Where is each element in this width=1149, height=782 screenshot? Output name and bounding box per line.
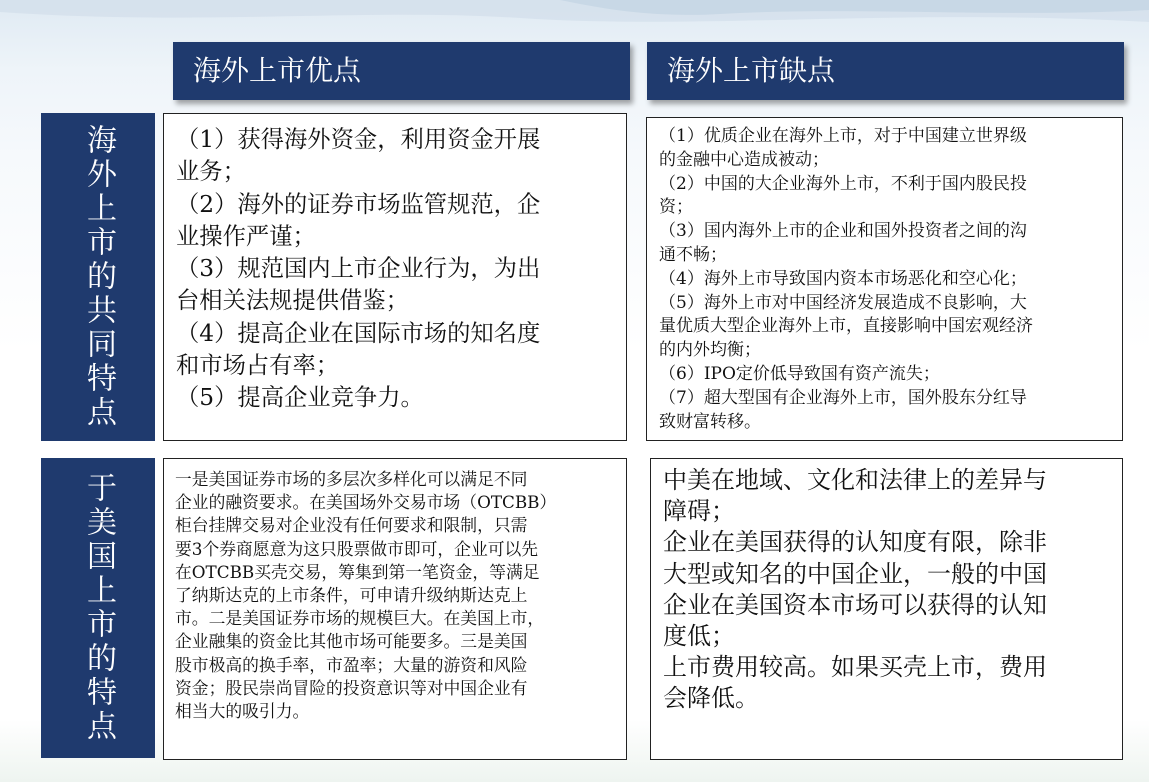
text-line: （3）国内海外上市的企业和国外投资者之间的沟 — [659, 221, 1027, 242]
text-line: 中美在地域、文化和法律上的差异与 — [663, 466, 1047, 494]
text-line: 市。二是美国证券市场的规模巨大。在美国上市， — [175, 608, 545, 629]
row-label-common-text: 海外上市的共同特点 — [81, 124, 116, 430]
text-line: （5）海外上市对中国经济发展造成不良影响，大 — [659, 292, 1027, 313]
text-line: 会降低。 — [663, 684, 759, 713]
text-line: 业操作严谨； — [176, 222, 316, 250]
us-pros-cell — [163, 458, 627, 760]
text-line: 相当大的吸引力。 — [175, 701, 310, 722]
header-cons: 海外上市缺点 — [647, 42, 1124, 100]
text-line: （2）海外的证券市场监管规范，企 — [176, 190, 541, 218]
text-line: 度低； — [663, 622, 735, 651]
text-line: 业务； — [176, 158, 246, 186]
text-line: （2）中国的大企业海外上市，不利于国内股民投 — [659, 173, 1027, 194]
text-line: 企业融集的资金比其他市场可能要多。三是美国 — [175, 631, 528, 652]
text-line: 台相关法规提供借鉴； — [176, 287, 409, 315]
text-line: 致财富转移。 — [659, 411, 761, 432]
text-line: （7）超大型国有企业海外上市，国外股东分红导 — [659, 387, 1027, 408]
us-cons-cell — [650, 458, 1123, 760]
text-line: （1）获得海外资金，利用资金开展 — [176, 126, 541, 153]
text-line: （5）提高企业竞争力。 — [176, 384, 424, 412]
text-line: 一是美国证券市场的多层次多样化可以满足不同 — [175, 469, 528, 489]
row-label-us — [41, 458, 155, 758]
text-line: 企业在美国资本市场可以获得的认知 — [663, 590, 1047, 619]
text-line: 了纳斯达克的上市条件，可申请升级纳斯达克上 — [175, 585, 528, 606]
text-line: 企业在美国获得的认知度有限，除非 — [663, 528, 1047, 557]
common-pros-cell — [163, 113, 627, 441]
text-line: 大型或知名的中国企业，一般的中国 — [663, 559, 1047, 588]
text-line: 量优质大型企业海外上市，直接影响中国宏观经济 — [659, 316, 1033, 337]
text-line: 要3个券商愿意为这只股票做市即可，企业可以先 — [175, 538, 539, 559]
text-line: 资金；股民崇尚冒险的投资意识等对中国企业有 — [175, 677, 528, 698]
text-line: （3）规范国内上市企业行为，为出 — [176, 255, 541, 283]
text-line: 企业的融资要求。在美国场外交易市场（OTCBB） — [175, 492, 557, 513]
text-line: 柜台挂牌交易对企业没有任何要求和限制，只需 — [175, 515, 528, 536]
text-line: （4）海外上市导致国内资本市场恶化和空心化； — [659, 268, 1027, 289]
common-cons-cell — [646, 117, 1123, 441]
text-line: 和市场占有率； — [176, 352, 340, 380]
header-pros: 海外上市优点 — [173, 42, 630, 100]
text-line: 的金融中心造成被动； — [659, 149, 829, 170]
text-line: （6）IPO定价低导致国有资产流失； — [659, 363, 940, 384]
text-line: 障碍； — [663, 497, 735, 526]
text-line: 上市费用较高。如果买壳上市，费用 — [663, 653, 1047, 682]
text-line: （4）提高企业在国际市场的知名度 — [176, 319, 541, 347]
text-line: 的内外均衡； — [659, 340, 761, 361]
row-label-us-text: 于美国上市的特点 — [81, 472, 116, 744]
text-line: （1）优质企业在海外上市，对于中国建立世界级 — [659, 126, 1027, 146]
row-label-common — [41, 113, 155, 441]
text-line: 股市极高的换手率，市盈率；大量的游资和风险 — [175, 654, 528, 675]
text-line: 通不畅； — [659, 244, 727, 265]
text-line: 在OTCBB买壳交易，筹集到第一笔资金，等满足 — [175, 561, 540, 582]
text-line: 资； — [659, 197, 693, 218]
